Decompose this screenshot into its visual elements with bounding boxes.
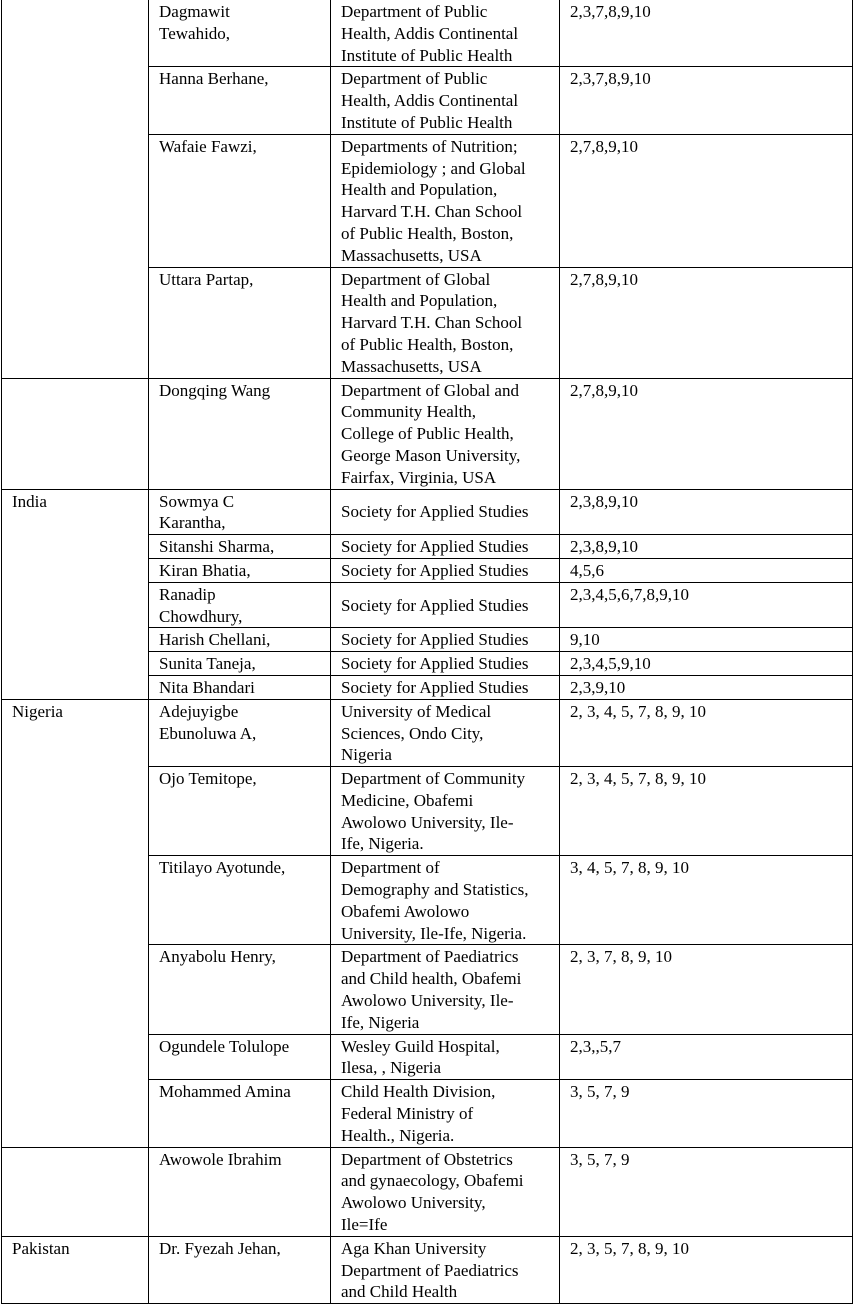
country-cell — [2, 0, 149, 67]
author-name-cell: Ogundele Tolulope — [149, 1034, 331, 1080]
table-row — [2, 856, 853, 945]
author-name-cell: Uttara Partap, — [149, 267, 331, 378]
contribution-roles-cell: 2, 3, 4, 5, 7, 8, 9, 10 — [560, 767, 853, 856]
affiliation-cell: Department of Public Health, Addis Continental Institute of Public Health — [331, 67, 560, 134]
affiliation-cell: Department of Paediatrics and Child health, Obafemi Awolowo University, Ile- Ife, Nigeria — [331, 945, 560, 1034]
contribution-roles-cell: 2,3,7,8,9,10 — [560, 67, 853, 134]
table-row — [2, 675, 853, 699]
contribution-roles-cell: 2,3,4,5,6,7,8,9,10 — [560, 582, 853, 628]
country-cell: Nigeria — [2, 699, 149, 766]
contribution-roles-cell: 4,5,6 — [560, 558, 853, 582]
affiliation-cell: Department of Demography and Statistics, Obafemi Awolowo University, Ile-Ife, Nigeria. — [331, 856, 560, 945]
country-cell — [2, 628, 149, 652]
table-row — [2, 67, 853, 134]
author-name-cell: Sunita Taneja, — [149, 652, 331, 676]
contribution-roles-cell: 2, 3, 4, 5, 7, 8, 9, 10 — [560, 699, 853, 766]
affiliation-cell: Department of Global and Community Health, College of Public Health, George Mason University, Fairfax, Virginia, USA — [331, 378, 560, 489]
contribution-roles-cell: 2,3,9,10 — [560, 675, 853, 699]
country-cell — [2, 67, 149, 134]
author-name-cell: Nita Bhandari — [149, 675, 331, 699]
affiliation-cell: Wesley Guild Hospital, Ilesa, , Nigeria — [331, 1034, 560, 1080]
country-cell — [2, 856, 149, 945]
author-name-cell: Dongqing Wang — [149, 378, 331, 489]
contribution-roles-cell: 2,3,8,9,10 — [560, 489, 853, 535]
affiliation-cell: Society for Applied Studies — [331, 628, 560, 652]
table-row — [2, 1236, 853, 1303]
table-row — [2, 582, 853, 628]
affiliation-cell: Child Health Division, Federal Ministry of Health., Nigeria. — [331, 1080, 560, 1147]
table-row — [2, 652, 853, 676]
author-name-cell: Hanna Berhane, — [149, 67, 331, 134]
author-name-cell: Awowole Ibrahim — [149, 1147, 331, 1236]
affiliation-cell: Departments of Nutrition; Epidemiology ; and Global Health and Population, Harvard T.H. Chan School of Public Health, Boston, Massachusetts, USA — [331, 134, 560, 267]
table-row — [2, 378, 853, 489]
affiliation-cell: Society for Applied Studies — [331, 489, 560, 535]
author-name-cell: Dr. Fyezah Jehan, — [149, 1236, 331, 1303]
affiliation-cell: Society for Applied Studies — [331, 535, 560, 559]
table-row — [2, 945, 853, 1034]
author-name-cell: Mohammed Amina — [149, 1080, 331, 1147]
contribution-roles-cell: 2,3,7,8,9,10 — [560, 0, 853, 67]
affiliation-cell: Society for Applied Studies — [331, 558, 560, 582]
country-cell — [2, 558, 149, 582]
affiliation-cell: Department of Public Health, Addis Continental Institute of Public Health — [331, 0, 560, 67]
table-row — [2, 535, 853, 559]
author-name-cell: Ranadip Chowdhury, — [149, 582, 331, 628]
author-name-cell: Sitanshi Sharma, — [149, 535, 331, 559]
country-cell — [2, 267, 149, 378]
table-row — [2, 1034, 853, 1080]
author-name-cell: Sowmya C Karantha, — [149, 489, 331, 535]
contribution-roles-cell: 9,10 — [560, 628, 853, 652]
country-cell — [2, 134, 149, 267]
country-cell — [2, 945, 149, 1034]
author-name-cell: Dagmawit Tewahido, — [149, 0, 331, 67]
contribution-roles-cell: 2,3,4,5,9,10 — [560, 652, 853, 676]
author-name-cell: Titilayo Ayotunde, — [149, 856, 331, 945]
author-name-cell: Wafaie Fawzi, — [149, 134, 331, 267]
affiliation-cell: Department of Obstetrics and gynaecology, Obafemi Awolowo University, Ile=Ife — [331, 1147, 560, 1236]
contribution-roles-cell: 2,7,8,9,10 — [560, 267, 853, 378]
contribution-roles-cell: 3, 4, 5, 7, 8, 9, 10 — [560, 856, 853, 945]
affiliation-cell: Department of Community Medicine, Obafemi Awolowo University, Ile- Ife, Nigeria. — [331, 767, 560, 856]
table-row — [2, 134, 853, 267]
country-cell — [2, 582, 149, 628]
country-cell — [2, 1034, 149, 1080]
table-row — [2, 767, 853, 856]
country-cell: Pakistan — [2, 1236, 149, 1303]
contribution-roles-cell: 3, 5, 7, 9 — [560, 1147, 853, 1236]
contribution-roles-cell: 2, 3, 5, 7, 8, 9, 10 — [560, 1236, 853, 1303]
affiliation-cell: Society for Applied Studies — [331, 675, 560, 699]
contribution-roles-cell: 2,3,8,9,10 — [560, 535, 853, 559]
country-cell — [2, 767, 149, 856]
contribution-roles-cell: 2,3,,5,7 — [560, 1034, 853, 1080]
country-cell: India — [2, 489, 149, 535]
contribution-roles-cell: 2, 3, 7, 8, 9, 10 — [560, 945, 853, 1034]
table-row — [2, 628, 853, 652]
author-name-cell: Ojo Temitope, — [149, 767, 331, 856]
table-row — [2, 0, 853, 67]
author-name-cell: Adejuyigbe Ebunoluwa A, — [149, 699, 331, 766]
table-row — [2, 489, 853, 535]
affiliation-cell: Society for Applied Studies — [331, 582, 560, 628]
country-cell — [2, 1080, 149, 1147]
contribution-roles-cell: 3, 5, 7, 9 — [560, 1080, 853, 1147]
affiliation-cell: Department of Global Health and Population, Harvard T.H. Chan School of Public Health, Boston, Massachusetts, USA — [331, 267, 560, 378]
affiliation-cell: Aga Khan University Department of Paediatrics and Child Health — [331, 1236, 560, 1303]
table-row — [2, 1147, 853, 1236]
table-row — [2, 1080, 853, 1147]
authors-table — [1, 0, 853, 1304]
country-cell — [2, 1147, 149, 1236]
contribution-roles-cell: 2,7,8,9,10 — [560, 134, 853, 267]
table-row — [2, 558, 853, 582]
table-row — [2, 699, 853, 766]
country-cell — [2, 675, 149, 699]
country-cell — [2, 535, 149, 559]
affiliation-cell: University of Medical Sciences, Ondo City, Nigeria — [331, 699, 560, 766]
author-name-cell: Harish Chellani, — [149, 628, 331, 652]
country-cell — [2, 652, 149, 676]
country-cell — [2, 378, 149, 489]
contribution-roles-cell: 2,7,8,9,10 — [560, 378, 853, 489]
author-name-cell: Kiran Bhatia, — [149, 558, 331, 582]
table-row — [2, 267, 853, 378]
affiliation-cell: Society for Applied Studies — [331, 652, 560, 676]
author-name-cell: Anyabolu Henry, — [149, 945, 331, 1034]
